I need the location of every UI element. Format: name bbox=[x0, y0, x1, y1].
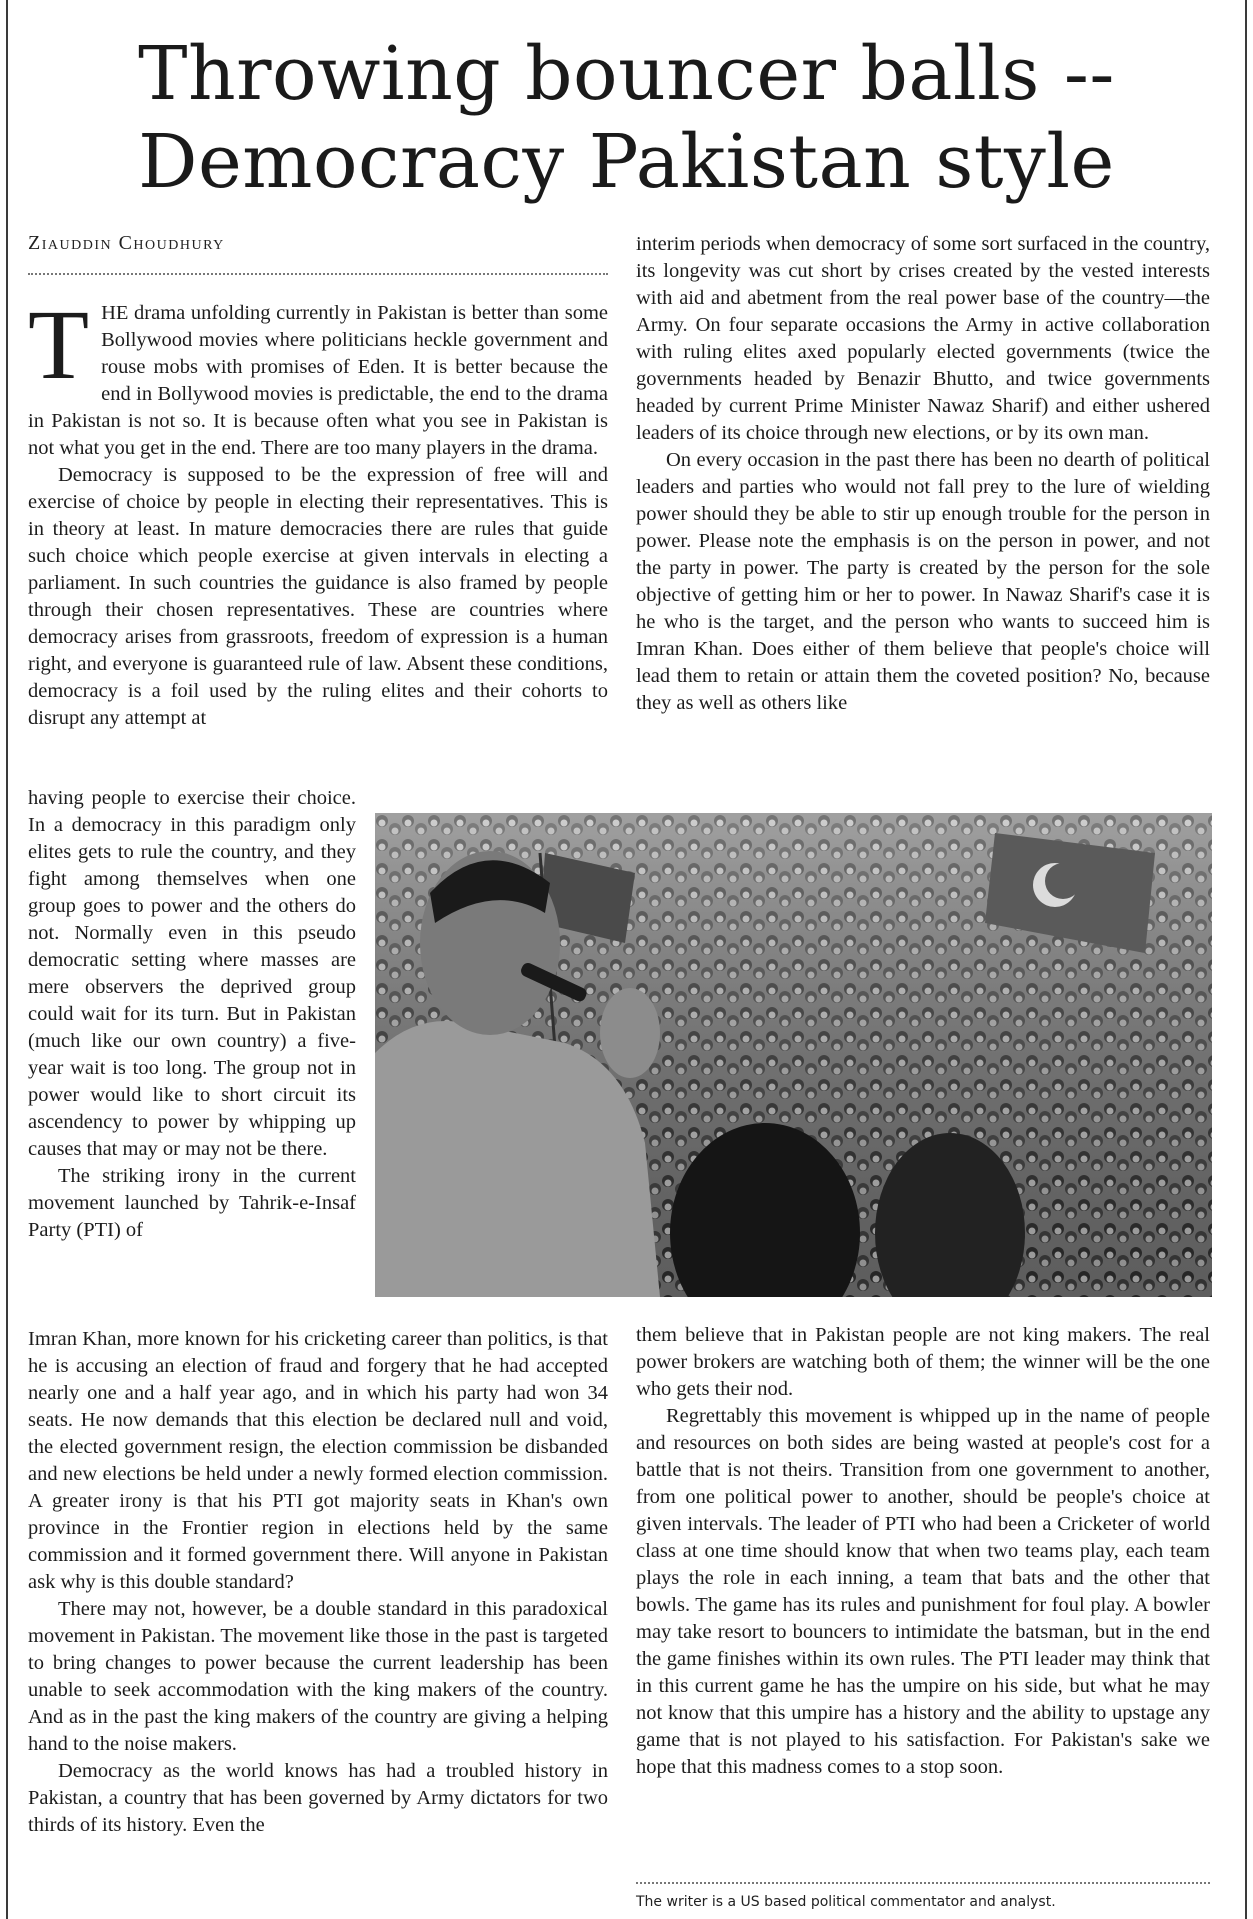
rally-photo-illustration bbox=[375, 813, 1212, 1297]
paragraph-4: There may not, however, be a double standard in this paradoxical movement in Pakistan. The movement like those in the past is targeted to bring changes to power because the current leadership has been unable to seek accommodation with the king makers of the country. And as in the past the king makers of the country are giving a helping hand to the noise makers. bbox=[28, 1598, 608, 1755]
footnote-divider bbox=[636, 1882, 1210, 1884]
paragraph-1 bbox=[28, 289, 608, 462]
left-column-top bbox=[28, 289, 608, 732]
paragraph-7: On every occasion in the past there has been no dearth of political leaders and parties who would not fall prey to the lure of wielding power should they be able to stir up enough trouble for the person in power. Please note the emphasis is on the person in power, and not the party in power. The party is created by the person for the sole objective of getting him or her to power. In Nawaz Sharif's case it is he who is the target, and the person who wants to succeed him is Imran Khan. Does either of them believe that people's choice will lead them to retain or attain them the coveted position? No, because they as well as others like bbox=[636, 449, 1210, 714]
paragraph-8: them believe that in Pakistan people are not king makers. The real power brokers are watching both of them; the winner will be the one who gets their nod. bbox=[636, 1324, 1210, 1400]
paragraph-9: Regrettably this movement is whipped up in the name of people and resources on both sides are being wasted at people's cost for a battle that is not theirs. Transition from one government to another, from one political power to another, should be people's choice at given intervals. The leader of PTI who had been a Cricketer of world class at one time should know that when two teams play, each team plays the role in each inning, a team that bats and the other that bowls. The game has its rules and punishment for foul play. A bowler may take resort to bouncers to intimidate the batsman, but in the end the game finishes within its own rules. The PTI leader may think that in this current game he has the umpire on his side, but what he may not know that this umpire has a history and the ability to upstage any game that is not played to his satisfaction. For Pakistan's sake we hope that this madness comes to a stop soon. bbox=[636, 1405, 1210, 1778]
left-column-bottom bbox=[28, 1326, 608, 1839]
rally-photo bbox=[375, 813, 1212, 1297]
author-footnote: The writer is a US based political commentator and analyst. bbox=[636, 1894, 1056, 1910]
left-column-narrow bbox=[28, 785, 356, 1244]
paragraph-3b: Imran Khan, more known for his cricketing career than politics, is that he is accusing an election of fraud and forgery that he had accepted nearly one and a half year ago, and in which his party had won 34 seats. He now demands that this election be declared null and void, the elected government resign, the election commission be disbanded and new elections be held under a newly formed election commission. A greater irony is that his PTI got majority seats in Khan's own province in the Frontier region in elections held by the same commission and it formed government there. Will anyone in Pakistan ask why is this double standard? bbox=[28, 1328, 608, 1593]
page-border-right bbox=[1245, 0, 1247, 1919]
paragraph-2a: Democracy is supposed to be the expression of free will and exercise of choice by people in electing their representatives. This is in theory at least. In mature democracies there are rules that guide such choice which people exercise at given intervals in electing a parliament. In such countries the guidance is also framed by people through their chosen representatives. These are countries where democracy arises from grassroots, freedom of expression is a human right, and everyone is guaranteed rule of law. Absent these conditions, democracy is a foil used by the ruling elites and their cohorts to disrupt any attempt at bbox=[28, 464, 608, 729]
right-column-bottom bbox=[636, 1322, 1210, 1781]
headline bbox=[40, 30, 1213, 206]
right-column-top bbox=[636, 231, 1210, 717]
paragraph-1-text: HE drama unfolding currently in Pakistan is better than some Bollywood movies where politicians heckle government and rouse mobs with promises of Eden. It is better because the end in Bollywood movies is predictable, the end to the drama in Pakistan is not so. It is because often what you see in Pakistan is not what you get in the end. There are too many players in the drama. bbox=[28, 302, 608, 459]
drop-cap: T bbox=[28, 289, 90, 400]
headline-line-1: Throwing bouncer balls -- bbox=[138, 31, 1115, 117]
paragraph-6: interim periods when democracy of some sort surfaced in the country, its longevity was cut short by crises created by the vested interests with aid and abetment from the real power base of the country—the Army. On four separate occasions the Army in active collaboration with ruling elites axed popularly elected governments (twice the governments headed by Benazir Bhutto, and twice governments headed by current Prime Minister Nawaz Sharif) and either ushered leaders of its choice through new elections, or by its own man. bbox=[636, 233, 1210, 444]
page-border-left bbox=[6, 0, 8, 1919]
paragraph-3a: The striking irony in the current movement launched by Tahrik-e-Insaf Party (PTI) of bbox=[28, 1165, 356, 1241]
paragraph-5: Democracy as the world knows has had a troubled history in Pakistan, a country that has been governed by Army dictators for two thirds of its history. Even the bbox=[28, 1760, 608, 1836]
headline-line-2: Democracy Pakistan style bbox=[138, 119, 1115, 205]
byline-divider bbox=[28, 273, 608, 275]
byline: Ziauddin Choudhury bbox=[28, 232, 225, 254]
paragraph-2b: having people to exercise their choice. In a democracy in this paradigm only elites gets to rule the country, and they fight among themselves when one group goes to power and the others do not. Normally even in this pseudo democratic setting where masses are mere observers the deprived group could wait for its turn. But in Pakistan (much like our own country) a five-year wait is too long. The group not in power would like to short circuit its ascendency to power by whipping up causes that may or may not be there. bbox=[28, 787, 356, 1160]
